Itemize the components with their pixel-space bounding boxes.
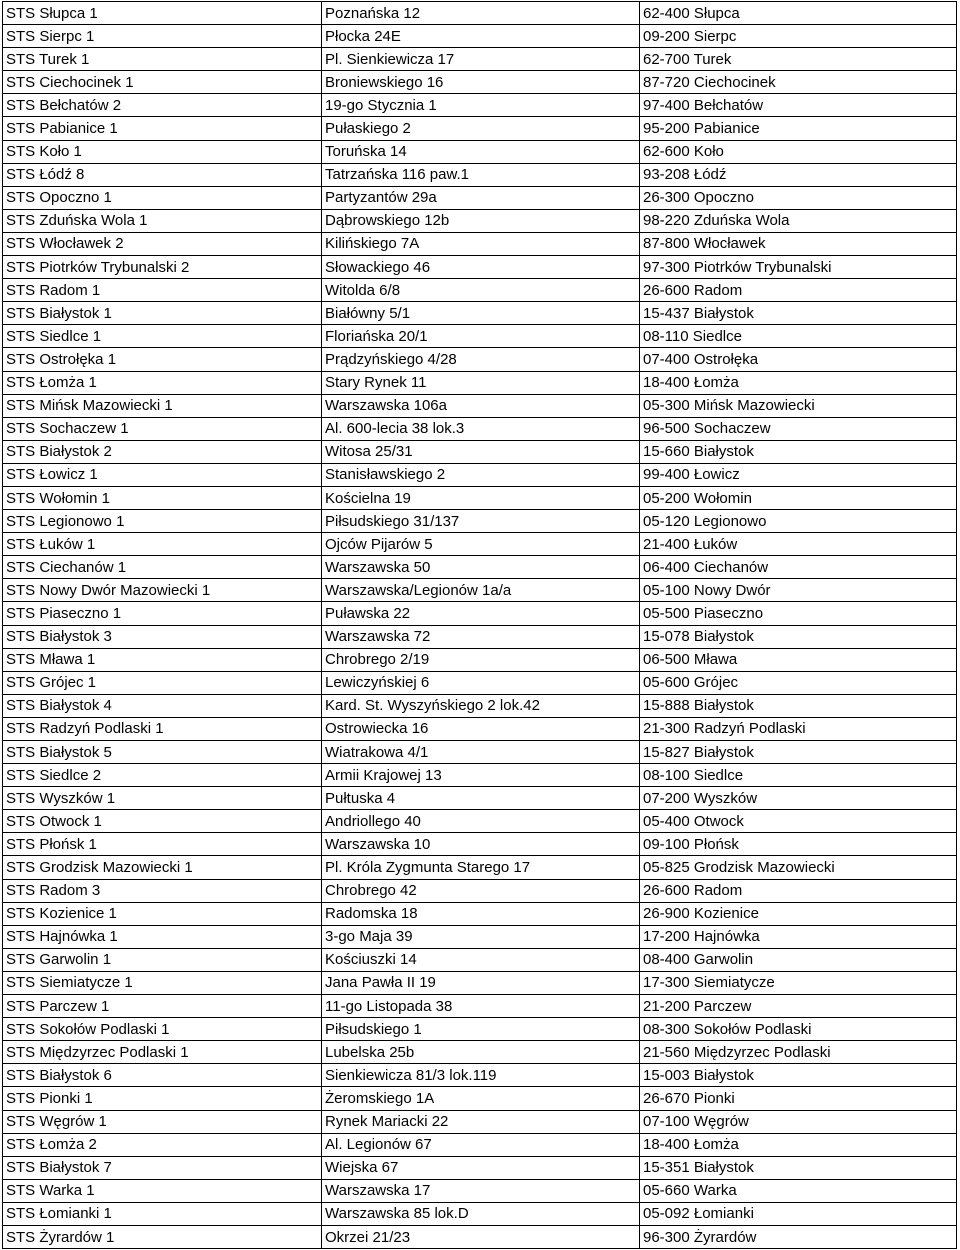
postal-city-cell[interactable]: 87-800 Włocławek [640,232,957,255]
table-body [3,2,957,1249]
table-row [3,1041,957,1064]
street-address-cell[interactable]: Floriańska 20/1 [322,325,640,348]
street-address-cell[interactable]: Chrobrego 42 [322,879,640,902]
table-row [3,787,957,810]
table-row [3,163,957,186]
postal-city-cell[interactable]: 17-200 Hajnówka [640,925,957,948]
table-row [3,764,957,787]
table-row [3,1179,957,1202]
postal-city-cell[interactable]: 06-500 Mława [640,648,957,671]
station-name-cell[interactable]: STS Płońsk 1 [3,833,322,856]
postal-city-cell[interactable]: 98-220 Zduńska Wola [640,209,957,232]
table-row [3,833,957,856]
station-name-cell[interactable]: STS Białystok 6 [3,1064,322,1087]
station-name-cell[interactable]: STS Piotrków Trybunalski 2 [3,256,322,279]
street-address-cell[interactable]: Stanisławskiego 2 [322,463,640,486]
street-address-cell[interactable]: Warszawska 106a [322,394,640,417]
postal-city-cell[interactable]: 15-888 Białystok [640,694,957,717]
station-name-cell[interactable]: STS Węgrów 1 [3,1110,322,1133]
street-address-cell[interactable]: Kard. St. Wyszyńskiego 2 lok.42 [322,694,640,717]
table-row [3,1018,957,1041]
station-name-cell[interactable]: STS Kozienice 1 [3,902,322,925]
postal-city-cell[interactable]: 05-500 Piaseczno [640,602,957,625]
street-address-cell[interactable]: Al. Legionów 67 [322,1133,640,1156]
station-name-cell[interactable]: STS Łuków 1 [3,533,322,556]
street-address-cell[interactable]: Rynek Mariacki 22 [322,1110,640,1133]
table-row [3,440,957,463]
station-name-cell[interactable]: STS Warka 1 [3,1179,322,1202]
postal-city-cell[interactable]: 09-100 Płońsk [640,833,957,856]
postal-city-cell[interactable]: 97-300 Piotrków Trybunalski [640,256,957,279]
station-name-cell[interactable]: STS Łódź 8 [3,163,322,186]
postal-city-cell[interactable]: 08-300 Sokołów Podlaski [640,1018,957,1041]
postal-city-cell[interactable]: 21-400 Łuków [640,533,957,556]
postal-city-cell[interactable]: 05-660 Warka [640,1179,957,1202]
street-address-cell[interactable]: Andriollego 40 [322,810,640,833]
station-name-cell[interactable]: STS Siedlce 1 [3,325,322,348]
station-name-cell[interactable]: STS Ciechanów 1 [3,556,322,579]
postal-city-cell[interactable]: 26-900 Kozienice [640,902,957,925]
street-address-cell[interactable]: Warszawska 85 lok.D [322,1202,640,1225]
table-row [3,1133,957,1156]
table-row [3,648,957,671]
station-name-cell[interactable]: STS Łomża 1 [3,371,322,394]
station-name-cell[interactable]: STS Włocławek 2 [3,232,322,255]
table-row [3,671,957,694]
street-address-cell[interactable]: Wiatrakowa 4/1 [322,741,640,764]
station-name-cell[interactable]: STS Mińsk Mazowiecki 1 [3,394,322,417]
station-name-cell[interactable]: STS Opoczno 1 [3,186,322,209]
table-row [3,717,957,740]
table-row [3,417,957,440]
postal-city-cell[interactable]: 05-600 Grójec [640,671,957,694]
table-row [3,186,957,209]
station-name-cell[interactable]: STS Białystok 4 [3,694,322,717]
table-row [3,602,957,625]
street-address-cell[interactable]: Wiejska 67 [322,1156,640,1179]
table-row [3,533,957,556]
street-address-cell[interactable]: Kilińskiego 7A [322,232,640,255]
station-name-cell[interactable]: STS Białystok 3 [3,625,322,648]
street-address-cell[interactable]: Pułaskiego 2 [322,117,640,140]
postal-city-cell[interactable]: 26-600 Radom [640,879,957,902]
postal-city-cell[interactable]: 05-092 Łomianki [640,1202,957,1225]
postal-city-cell[interactable]: 05-200 Wołomin [640,486,957,509]
street-address-cell[interactable]: 19-go Stycznia 1 [322,94,640,117]
postal-city-cell[interactable]: 08-110 Siedlce [640,325,957,348]
table-row [3,348,957,371]
station-name-cell[interactable]: STS Nowy Dwór Mazowiecki 1 [3,579,322,602]
station-name-cell[interactable]: STS Radom 1 [3,279,322,302]
table-row [3,325,957,348]
postal-city-cell[interactable]: 09-200 Sierpc [640,25,957,48]
station-name-cell[interactable]: STS Zduńska Wola 1 [3,209,322,232]
postal-city-cell[interactable]: 93-208 Łódź [640,163,957,186]
street-address-cell[interactable]: Dąbrowskiego 12b [322,209,640,232]
station-name-cell[interactable]: STS Parczew 1 [3,995,322,1018]
station-name-cell[interactable]: STS Białystok 2 [3,440,322,463]
postal-city-cell[interactable]: 05-825 Grodzisk Mazowiecki [640,856,957,879]
street-address-cell[interactable]: Partyzantów 29a [322,186,640,209]
table-row [3,995,957,1018]
station-name-cell[interactable]: STS Piaseczno 1 [3,602,322,625]
street-address-cell[interactable]: Kościelna 19 [322,486,640,509]
locations-table [2,1,957,1249]
table-row [3,1225,957,1248]
table-row [3,2,957,25]
table-row [3,741,957,764]
table-row [3,302,957,325]
table-row [3,394,957,417]
postal-city-cell[interactable]: 15-003 Białystok [640,1064,957,1087]
station-name-cell[interactable]: STS Bełchatów 2 [3,94,322,117]
postal-city-cell[interactable]: 96-300 Żyrardów [640,1225,957,1248]
table-row [3,810,957,833]
station-name-cell[interactable]: STS Radzyń Podlaski 1 [3,717,322,740]
station-name-cell[interactable]: STS Międzyrzec Podlaski 1 [3,1041,322,1064]
table-row [3,1156,957,1179]
postal-city-cell[interactable]: 95-200 Pabianice [640,117,957,140]
table-row [3,463,957,486]
station-name-cell[interactable]: STS Słupca 1 [3,2,322,25]
table-row [3,1087,957,1110]
postal-city-cell[interactable]: 21-560 Międzyrzec Podlaski [640,1041,957,1064]
table-row [3,94,957,117]
postal-city-cell[interactable]: 05-400 Otwock [640,810,957,833]
postal-city-cell[interactable]: 26-600 Radom [640,279,957,302]
street-address-cell[interactable]: Okrzei 21/23 [322,1225,640,1248]
street-address-cell[interactable]: Witolda 6/8 [322,279,640,302]
station-name-cell[interactable]: STS Siemiatycze 1 [3,971,322,994]
postal-city-cell[interactable]: 15-437 Białystok [640,302,957,325]
table-row [3,232,957,255]
street-address-cell[interactable]: Broniewskiego 16 [322,71,640,94]
street-address-cell[interactable]: Ostrowiecka 16 [322,717,640,740]
postal-city-cell[interactable]: 18-400 Łomża [640,1133,957,1156]
station-name-cell[interactable]: STS Siedlce 2 [3,764,322,787]
street-address-cell[interactable]: Toruńska 14 [322,140,640,163]
postal-city-cell[interactable]: 97-400 Bełchatów [640,94,957,117]
station-name-cell[interactable]: STS Hajnówka 1 [3,925,322,948]
table-row [3,948,957,971]
postal-city-cell[interactable]: 99-400 Łowicz [640,463,957,486]
postal-city-cell[interactable]: 15-660 Białystok [640,440,957,463]
postal-city-cell[interactable]: 17-300 Siemiatycze [640,971,957,994]
station-name-cell[interactable]: STS Sokołów Podlaski 1 [3,1018,322,1041]
postal-city-cell[interactable]: 26-670 Pionki [640,1087,957,1110]
street-address-cell[interactable]: Lewiczyńskiej 6 [322,671,640,694]
table-row [3,140,957,163]
postal-city-cell[interactable]: 08-400 Garwolin [640,948,957,971]
table-row [3,1202,957,1225]
table-row [3,579,957,602]
street-address-cell[interactable]: Słowackiego 46 [322,256,640,279]
station-name-cell[interactable]: STS Ostrołęka 1 [3,348,322,371]
table-row [3,625,957,648]
station-name-cell[interactable]: STS Sochaczew 1 [3,417,322,440]
postal-city-cell[interactable]: 21-300 Radzyń Podlaski [640,717,957,740]
station-name-cell[interactable]: STS Wołomin 1 [3,486,322,509]
street-address-cell[interactable]: Warszawska 10 [322,833,640,856]
street-address-cell[interactable]: Ojców Pijarów 5 [322,533,640,556]
postal-city-cell[interactable]: 07-100 Węgrów [640,1110,957,1133]
street-address-cell[interactable]: Warszawska/Legionów 1a/a [322,579,640,602]
table-row [3,279,957,302]
station-name-cell[interactable]: STS Pabianice 1 [3,117,322,140]
postal-city-cell[interactable]: 62-400 Słupca [640,2,957,25]
station-name-cell[interactable]: STS Wyszków 1 [3,787,322,810]
table-row [3,925,957,948]
street-address-cell[interactable]: Żeromskiego 1A [322,1087,640,1110]
street-address-cell[interactable]: Pułtuska 4 [322,787,640,810]
table-row [3,486,957,509]
postal-city-cell[interactable]: 87-720 Ciechocinek [640,71,957,94]
station-name-cell[interactable]: STS Białystok 5 [3,741,322,764]
table-row [3,556,957,579]
table-row [3,971,957,994]
street-address-cell[interactable]: Poznańska 12 [322,2,640,25]
table-row [3,879,957,902]
street-address-cell[interactable]: Prądzyńskiego 4/28 [322,348,640,371]
table-row [3,1064,957,1087]
postal-city-cell[interactable]: 05-100 Nowy Dwór [640,579,957,602]
table-row [3,856,957,879]
station-name-cell[interactable]: STS Garwolin 1 [3,948,322,971]
station-name-cell[interactable]: STS Ciechocinek 1 [3,71,322,94]
street-address-cell[interactable]: Tatrzańska 116 paw.1 [322,163,640,186]
postal-city-cell[interactable]: 15-351 Białystok [640,1156,957,1179]
station-name-cell[interactable]: STS Mława 1 [3,648,322,671]
station-name-cell[interactable]: STS Grójec 1 [3,671,322,694]
postal-city-cell[interactable]: 21-200 Parczew [640,995,957,1018]
postal-city-cell[interactable]: 15-078 Białystok [640,625,957,648]
station-name-cell[interactable]: STS Łowicz 1 [3,463,322,486]
postal-city-cell[interactable]: 96-500 Sochaczew [640,417,957,440]
table-row [3,71,957,94]
station-name-cell[interactable]: STS Pionki 1 [3,1087,322,1110]
postal-city-cell[interactable]: 15-827 Białystok [640,741,957,764]
street-address-cell[interactable]: Chrobrego 2/19 [322,648,640,671]
postal-city-cell[interactable]: 06-400 Ciechanów [640,556,957,579]
station-name-cell[interactable]: STS Legionowo 1 [3,510,322,533]
street-address-cell[interactable]: Jana Pawła II 19 [322,971,640,994]
station-name-cell[interactable]: STS Łomianki 1 [3,1202,322,1225]
street-address-cell[interactable]: Armii Krajowej 13 [322,764,640,787]
station-name-cell[interactable]: STS Białystok 7 [3,1156,322,1179]
table-row [3,256,957,279]
station-name-cell[interactable]: STS Łomża 2 [3,1133,322,1156]
postal-city-cell[interactable]: 07-400 Ostrołęka [640,348,957,371]
street-address-cell[interactable]: Pl. Króla Zygmunta Starego 17 [322,856,640,879]
street-address-cell[interactable]: Kościuszki 14 [322,948,640,971]
street-address-cell[interactable]: Warszawska 17 [322,1179,640,1202]
street-address-cell[interactable]: Lubelska 25b [322,1041,640,1064]
street-address-cell[interactable]: Piłsudskiego 1 [322,1018,640,1041]
street-address-cell[interactable]: Puławska 22 [322,602,640,625]
postal-city-cell[interactable]: 05-120 Legionowo [640,510,957,533]
street-address-cell[interactable]: Sienkiewicza 81/3 lok.119 [322,1064,640,1087]
street-address-cell[interactable]: 3-go Maja 39 [322,925,640,948]
station-name-cell[interactable]: STS Grodzisk Mazowiecki 1 [3,856,322,879]
street-address-cell[interactable]: Białówny 5/1 [322,302,640,325]
street-address-cell[interactable]: Stary Rynek 11 [322,371,640,394]
station-name-cell[interactable]: STS Koło 1 [3,140,322,163]
table-row [3,371,957,394]
table-row [3,48,957,71]
table-row [3,25,957,48]
table-row [3,510,957,533]
station-name-cell[interactable]: STS Żyrardów 1 [3,1225,322,1248]
postal-city-cell[interactable]: 62-700 Turek [640,48,957,71]
table-row [3,117,957,140]
station-name-cell[interactable]: STS Radom 3 [3,879,322,902]
postal-city-cell[interactable]: 18-400 Łomża [640,371,957,394]
street-address-cell[interactable]: Witosa 25/31 [322,440,640,463]
station-name-cell[interactable]: STS Otwock 1 [3,810,322,833]
postal-city-cell[interactable]: 07-200 Wyszków [640,787,957,810]
postal-city-cell[interactable]: 26-300 Opoczno [640,186,957,209]
street-address-cell[interactable]: Piłsudskiego 31/137 [322,510,640,533]
table-row [3,902,957,925]
street-address-cell[interactable]: Warszawska 50 [322,556,640,579]
postal-city-cell[interactable]: 62-600 Koło [640,140,957,163]
postal-city-cell[interactable]: 08-100 Siedlce [640,764,957,787]
table-row [3,1110,957,1133]
street-address-cell[interactable]: Płocka 24E [322,25,640,48]
street-address-cell[interactable]: Pl. Sienkiewicza 17 [322,48,640,71]
station-name-cell[interactable]: STS Białystok 1 [3,302,322,325]
table-row [3,694,957,717]
station-name-cell[interactable]: STS Sierpc 1 [3,25,322,48]
station-name-cell[interactable]: STS Turek 1 [3,48,322,71]
table-row [3,209,957,232]
street-address-cell[interactable]: Radomska 18 [322,902,640,925]
street-address-cell[interactable]: Al. 600-lecia 38 lok.3 [322,417,640,440]
postal-city-cell[interactable]: 05-300 Mińsk Mazowiecki [640,394,957,417]
street-address-cell[interactable]: Warszawska 72 [322,625,640,648]
street-address-cell[interactable]: 11-go Listopada 38 [322,995,640,1018]
